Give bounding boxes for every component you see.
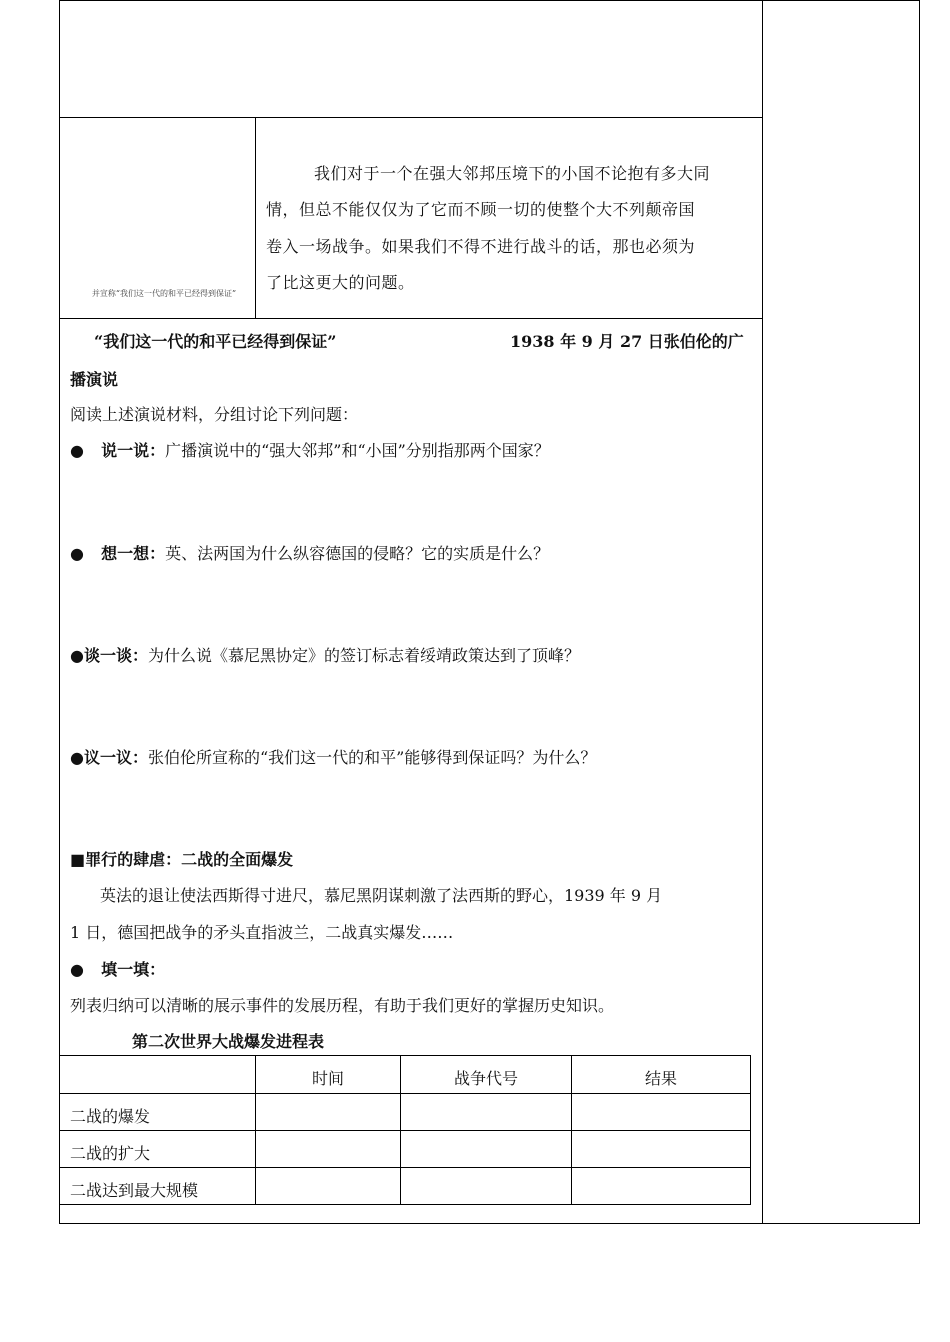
fill-in-description: 列表归纳可以清晰的展示事件的发展历程，有助于我们更好的掌握历史知识。 bbox=[70, 996, 615, 1015]
bullet-icon: ● bbox=[70, 544, 84, 563]
speech-quote-title: “我们这一代的和平已经得到保证” bbox=[94, 332, 337, 351]
question-text: 为什么说《慕尼黑协定》的签订标志着绥靖政策达到了顶峰？ bbox=[147, 646, 580, 665]
bullet-icon: ● bbox=[70, 748, 84, 767]
fill-in-prompt bbox=[70, 960, 165, 980]
fill-in-label: 填一填： bbox=[101, 960, 166, 979]
outer-border-right bbox=[919, 0, 920, 1224]
table-row-label: 二战的扩大 bbox=[70, 1144, 151, 1163]
question-text: 英、法两国为什么纵容德国的侵略？它的实质是什么？ bbox=[165, 544, 550, 563]
outer-border-left bbox=[59, 0, 60, 1224]
quote-line-1: 我们对于一个在强大邻邦压境下的小国不论抱有多大同 bbox=[314, 164, 711, 183]
section-paragraph-line1: 英法的退让使法西斯得寸进尺，慕尼黑阴谋刺激了法西斯的野心，1939 年 9 月 bbox=[100, 886, 663, 905]
quote-box-top bbox=[59, 117, 763, 118]
column-divider bbox=[762, 0, 763, 1224]
section-heading: ■罪行的肆虐：二战的全面爆发 bbox=[70, 850, 294, 869]
outer-border-top bbox=[59, 0, 920, 1]
bullet-icon: ● bbox=[70, 646, 84, 665]
table-header-codename: 战争代号 bbox=[453, 1069, 518, 1088]
section-paragraph-line2: 1 日，德国把战争的矛头直指波兰，二战真实爆发…… bbox=[70, 923, 454, 942]
speech-source-line1: 1938 年 9 月 27 日张伯伦的广 bbox=[510, 332, 744, 351]
bullet-icon: ● bbox=[70, 441, 84, 460]
question-say bbox=[70, 441, 550, 461]
table-row-label: 二战达到最大规模 bbox=[70, 1181, 199, 1200]
question-text: 广播演说中的“强大邻邦”和“小国”分别指那两个国家？ bbox=[165, 441, 550, 460]
image-caption: 并宣称“我们这一代的和平已经得到保证” bbox=[91, 289, 237, 298]
question-label: 想一想： bbox=[101, 544, 166, 563]
quote-line-3: 卷入一场战争。如果我们不得不进行战斗的话，那也必须为 bbox=[266, 237, 696, 256]
discussion-intro: 阅读上述演说材料，分组讨论下列问题： bbox=[70, 405, 359, 424]
question-label: 说一说： bbox=[101, 441, 166, 460]
question-text: 张伯伦所宣称的“我们这一代的和平”能够得到保证吗？为什么？ bbox=[147, 748, 597, 767]
table-row-label: 二战的爆发 bbox=[70, 1107, 151, 1126]
outer-border-bottom bbox=[59, 1223, 920, 1224]
question-label: 议一议： bbox=[83, 748, 148, 767]
question-label: 谈一谈： bbox=[83, 646, 148, 665]
quote-line-4: 了比这更大的问题。 bbox=[266, 273, 415, 292]
speech-source-line2: 播演说 bbox=[70, 370, 119, 389]
table-header-time: 时间 bbox=[311, 1069, 344, 1088]
question-think bbox=[70, 544, 549, 564]
quote-box-bottom bbox=[59, 318, 763, 319]
question-talk bbox=[70, 646, 580, 666]
table-header-result: 结果 bbox=[644, 1069, 677, 1088]
quote-line-2: 情，但总不能仅仅为了它而不顾一切的使整个大不列颠帝国 bbox=[266, 200, 696, 219]
bullet-icon: ● bbox=[70, 960, 84, 979]
table-title: 第二次世界大战爆发进程表 bbox=[132, 1032, 325, 1051]
question-discuss bbox=[70, 748, 596, 768]
